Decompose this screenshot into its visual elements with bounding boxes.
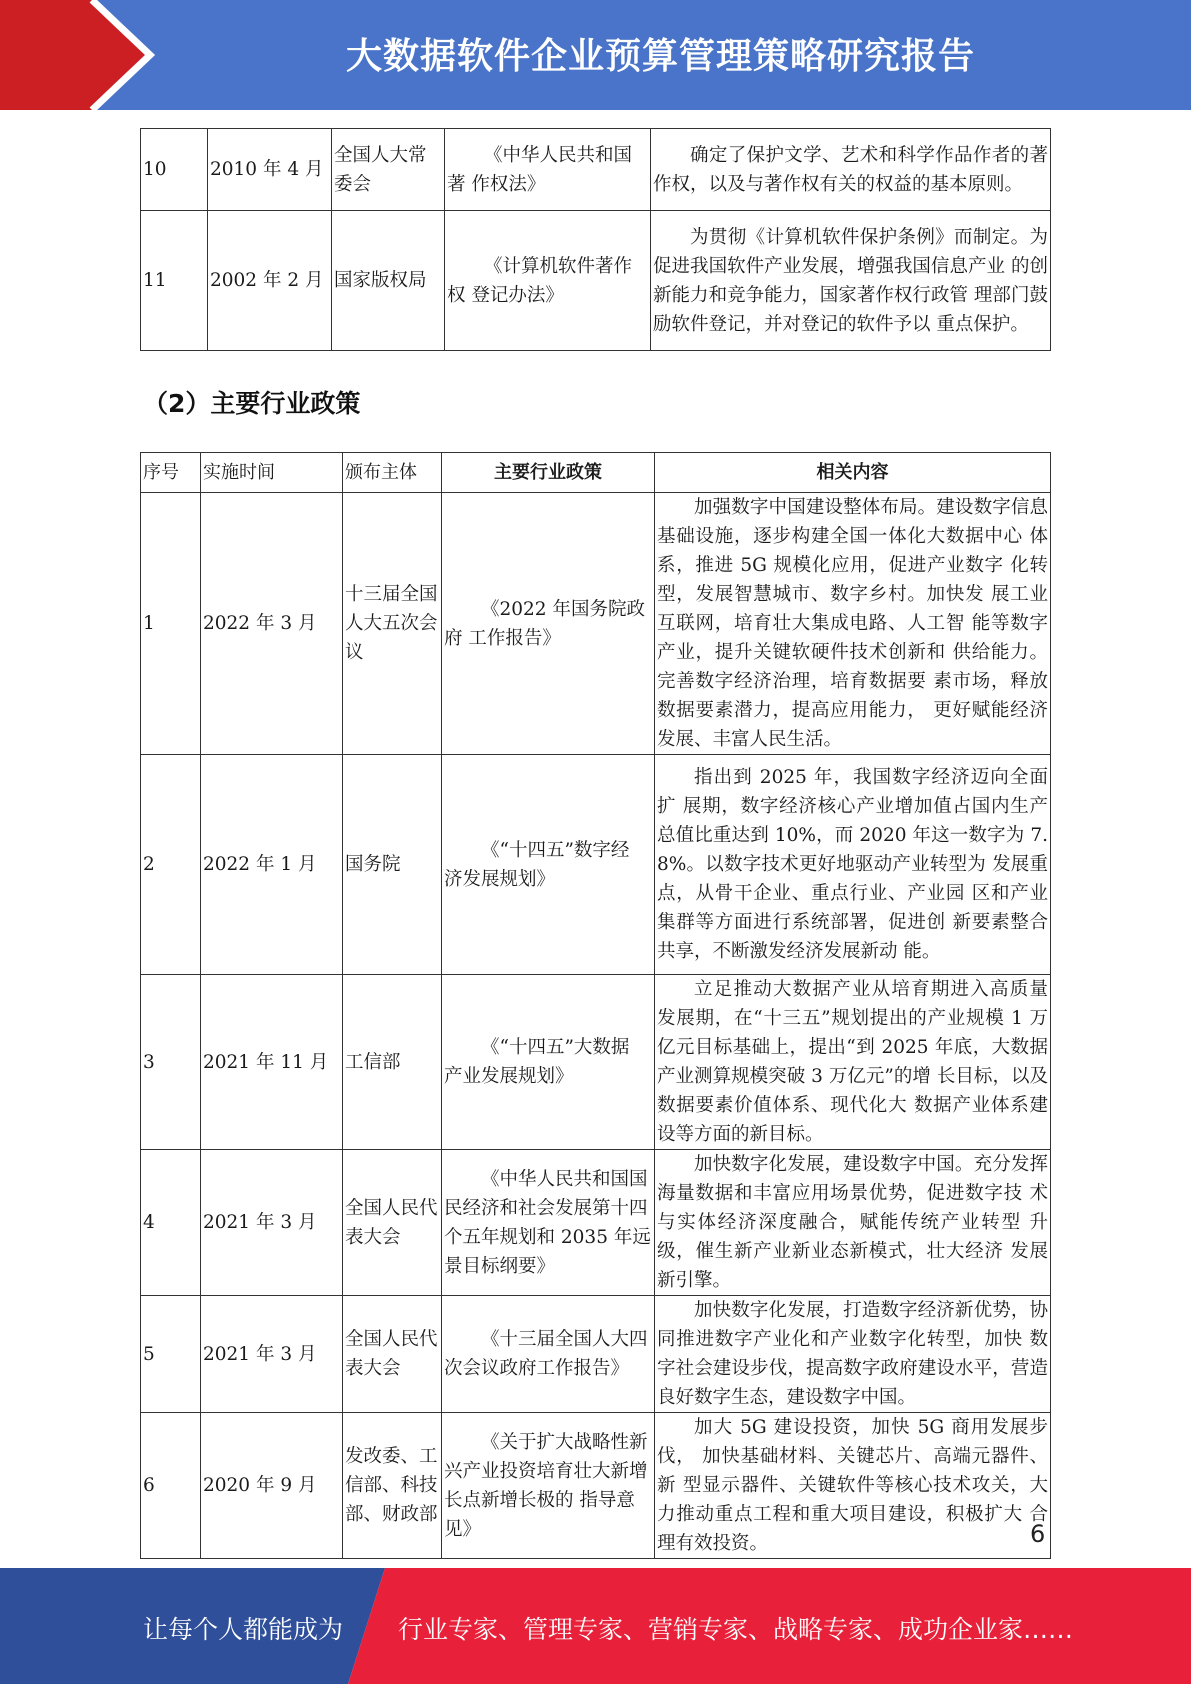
row-number: 6 bbox=[141, 1413, 201, 1559]
row-issuer: 全国人民代表大会 bbox=[343, 1296, 442, 1413]
row-issuer: 十三届全国人大五次会议 bbox=[343, 493, 442, 755]
row-issuer: 全国人大常委会 bbox=[332, 129, 445, 211]
row-policy-name: 《十三届全国人大四 次会议政府工作报告》 bbox=[442, 1296, 655, 1413]
row-policy-name: 《“十四五”大数据 产业发展规划》 bbox=[442, 975, 655, 1150]
table-row bbox=[141, 129, 1051, 211]
table-row bbox=[141, 1413, 1051, 1559]
row-number: 5 bbox=[141, 1296, 201, 1413]
table-header-row bbox=[141, 453, 1051, 493]
row-number: 11 bbox=[141, 211, 208, 351]
header-banner bbox=[0, 0, 1191, 110]
laws-table bbox=[140, 128, 1051, 351]
row-number: 1 bbox=[141, 493, 201, 755]
row-issuer: 国务院 bbox=[343, 755, 442, 975]
row-date: 2020 年 9 月 bbox=[201, 1413, 343, 1559]
row-policy-name: 《2022 年国务院政府 工作报告》 bbox=[442, 493, 655, 755]
row-content: 立足推动大数据产业从培育期进入高质量 发展期，在“十三五”规划提出的产业规模 1 万亿元目标基础上，提出“到 2025 年底，大数据产业测算规模突破 3 万亿元”的增 长目标，以及数据要素价值体系、现代化大 数据产业体系建设等方面的新目标。 bbox=[655, 975, 1051, 1150]
header-no: 序号 bbox=[141, 453, 201, 493]
row-number: 2 bbox=[141, 755, 201, 975]
row-policy-name: 《“十四五”数字经 济发展规划》 bbox=[442, 755, 655, 975]
row-policy-name: 《计算机软件著作权 登记办法》 bbox=[445, 211, 651, 351]
policy-table bbox=[140, 452, 1051, 1559]
document-title: 大数据软件企业预算管理策略研究报告 bbox=[345, 36, 975, 77]
row-date: 2002 年 2 月 bbox=[208, 211, 332, 351]
header-content: 相关内容 bbox=[655, 453, 1051, 493]
table-row bbox=[141, 211, 1051, 351]
row-issuer: 国家版权局 bbox=[332, 211, 445, 351]
row-issuer: 全国人民代表大会 bbox=[343, 1150, 442, 1296]
section-heading: （2）主要行业政策 bbox=[143, 389, 361, 418]
row-date: 2021 年 3 月 bbox=[201, 1296, 343, 1413]
row-policy-name: 《中华人民共和国国 民经济和社会发展第十四个五年规划和 2035 年远景目标纲要》 bbox=[442, 1150, 655, 1296]
row-content: 加大 5G 建设投资，加快 5G 商用发展步伐， 加快基础材料、关键芯片、高端元器件、新 型显示器件、关键软件等核心技术攻关，大 力推动重点工程和重大项目建设，积极扩大 合理有效投资。 bbox=[655, 1413, 1051, 1559]
table-row bbox=[141, 755, 1051, 975]
row-date: 2022 年 1 月 bbox=[201, 755, 343, 975]
row-number: 4 bbox=[141, 1150, 201, 1296]
row-policy-name: 《中华人民共和国著 作权法》 bbox=[445, 129, 651, 211]
page-number: 6 bbox=[1030, 1520, 1046, 1548]
row-date: 2021 年 3 月 bbox=[201, 1150, 343, 1296]
footer-banner bbox=[0, 1568, 1191, 1684]
row-content: 加快数字化发展，打造数字经济新优势，协 同推进数字产业化和产业数字化转型，加快 数字社会建设步伐，提高数字政府建设水平，营造良好数字生态，建设数字中国。 bbox=[655, 1296, 1051, 1413]
row-content: 加快数字化发展，建设数字中国。充分发挥 海量数据和丰富应用场景优势，促进数字技 术与实体经济深度融合，赋能传统产业转型 升级，催生新产业新业态新模式，壮大经济 发展新引擎。 bbox=[655, 1150, 1051, 1296]
row-date: 2021 年 11 月 bbox=[201, 975, 343, 1150]
footer-slogan-right: 行业专家、管理专家、营销专家、战略专家、成功企业家…… bbox=[398, 1615, 1074, 1644]
row-number: 3 bbox=[141, 975, 201, 1150]
row-issuer: 发改委、工信部、科技部、财政部 bbox=[343, 1413, 442, 1559]
row-policy-name: 《关于扩大战略性新 兴产业投资培育壮大新增长点新增长极的 指导意见》 bbox=[442, 1413, 655, 1559]
row-content: 确定了保护文学、艺术和科学作品作者的著 作权，以及与著作权有关的权益的基本原则。 bbox=[651, 129, 1051, 211]
header-date: 实施时间 bbox=[201, 453, 343, 493]
row-content: 加强数字中国建设整体布局。建设数字信息 基础设施，逐步构建全国一体化大数据中心 体系，推进 5G 规模化应用，促进产业数字 化转型，发展智慧城市、数字乡村。加快发 展工业互联网，培育壮大集成电路、人工智 能等数字产业，提升关键软硬件技术创新和 供给能力。完善数字经济治理，培育数据要 素市场，释放数据要素潜力，提高应用能力， 更好赋能经济发展、丰富人民生活。 bbox=[655, 493, 1051, 755]
header-policy: 主要行业政策 bbox=[442, 453, 655, 493]
table-row bbox=[141, 975, 1051, 1150]
footer-slogan-left: 让每个人都能成为 bbox=[143, 1615, 344, 1644]
row-issuer: 工信部 bbox=[343, 975, 442, 1150]
row-number: 10 bbox=[141, 129, 208, 211]
table-row bbox=[141, 1150, 1051, 1296]
table-row bbox=[141, 493, 1051, 755]
row-date: 2022 年 3 月 bbox=[201, 493, 343, 755]
table-row bbox=[141, 1296, 1051, 1413]
row-content: 指出到 2025 年，我国数字经济迈向全面扩 展期，数字经济核心产业增加值占国内生产 总值比重达到 10%，而 2020 年这一数字为 7.8%。以数字技术更好地驱动产业转型为 发展重点，从骨干企业、重点行业、产业园 区和产业集群等方面进行系统部署，促进创 新要素整合共享，不断激发经济发展新动 能。 bbox=[655, 755, 1051, 975]
header-issuer: 颁布主体 bbox=[343, 453, 442, 493]
row-content: 为贯彻《计算机软件保护条例》而制定。为 促进我国软件产业发展，增强我国信息产业 的创新能力和竞争能力，国家著作权行政管 理部门鼓励软件登记，并对登记的软件予以 重点保护。 bbox=[651, 211, 1051, 351]
row-date: 2010 年 4 月 bbox=[208, 129, 332, 211]
